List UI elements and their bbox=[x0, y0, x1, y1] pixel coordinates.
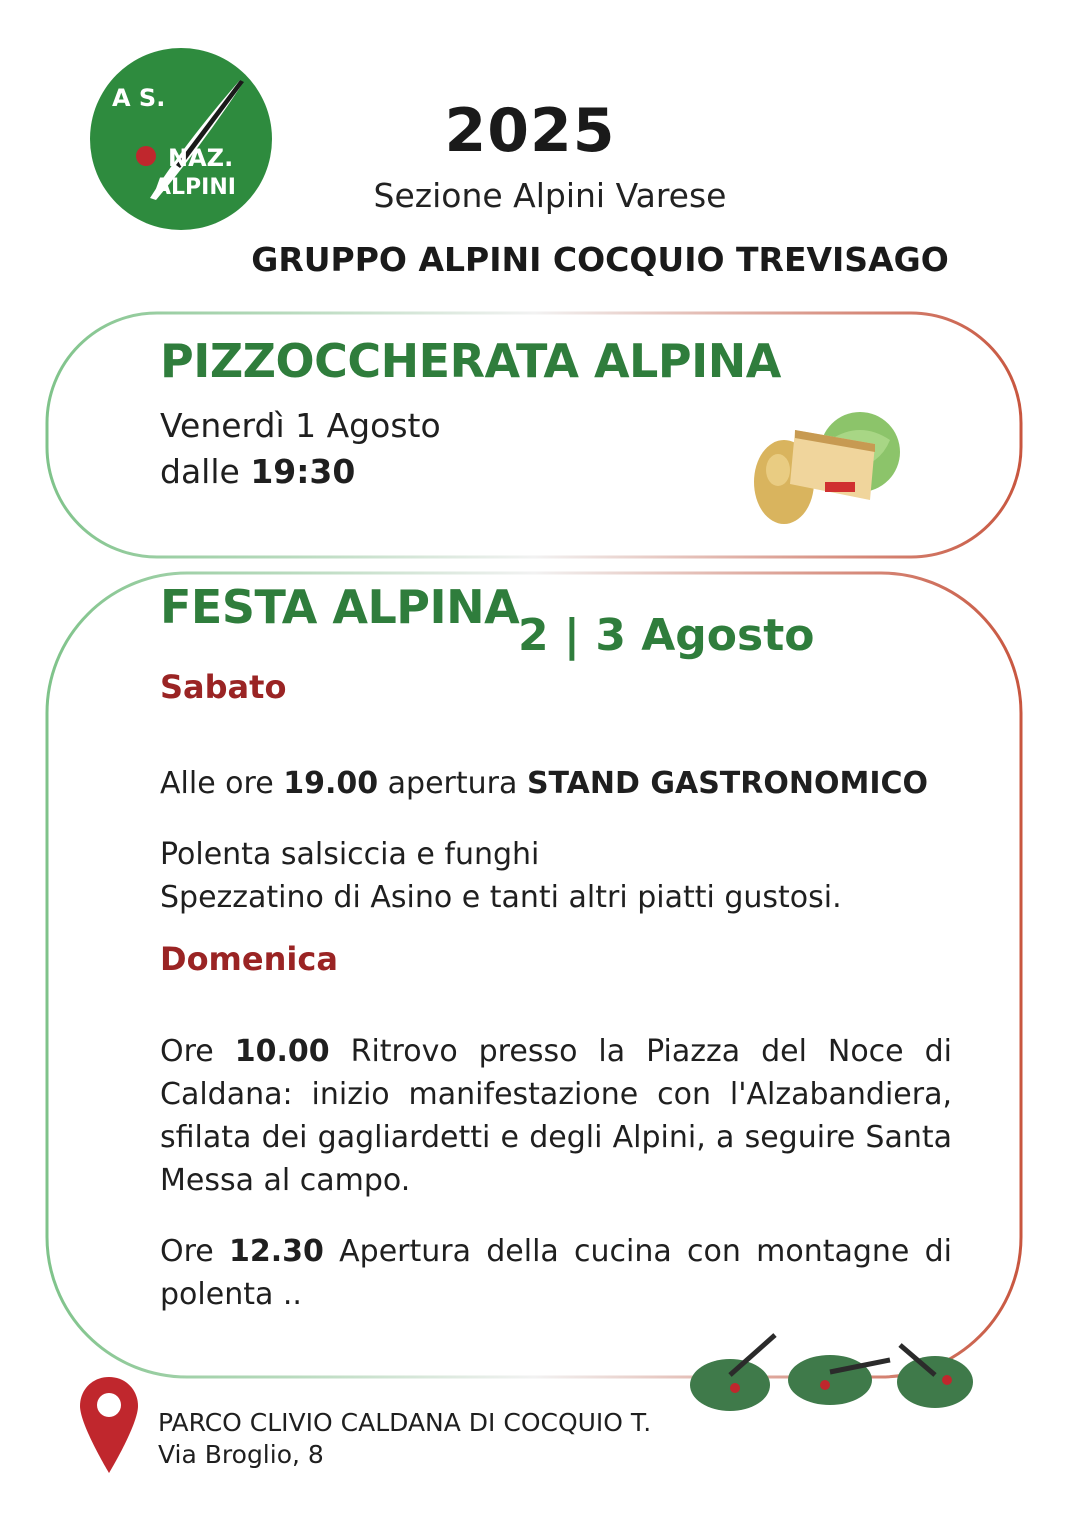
sunday-heading: Domenica bbox=[160, 940, 338, 978]
logo-line3: ALPINI bbox=[154, 175, 236, 200]
saturday-stand-line bbox=[160, 762, 928, 805]
logo-line1: A S. bbox=[112, 84, 166, 112]
location-name: PARCO CLIVIO CALDANA DI COCQUIO T. bbox=[158, 1408, 652, 1437]
saturday-line1-b: apertura bbox=[387, 766, 518, 801]
saturday-line1-a: Alle ore bbox=[160, 766, 274, 801]
event1-time-line bbox=[160, 452, 355, 491]
location-address: Via Broglio, 8 bbox=[158, 1440, 324, 1469]
event1-time: 19:30 bbox=[250, 452, 356, 491]
event2-title: FESTA ALPINA bbox=[160, 580, 520, 634]
event2-dates: 2 | 3 Agosto bbox=[518, 610, 815, 661]
saturday-time: 19.00 bbox=[283, 766, 379, 801]
alpine-hats-decoration bbox=[685, 1330, 985, 1430]
sunday-p1-prefix: Ore bbox=[160, 1034, 214, 1069]
sunday-paragraph-1 bbox=[160, 1030, 952, 1202]
event1-date: Venerdì 1 Agosto bbox=[160, 406, 441, 445]
sunday-p2-time: 12.30 bbox=[229, 1234, 324, 1269]
saturday-menu bbox=[160, 833, 842, 919]
sunday-paragraph-2 bbox=[160, 1230, 952, 1316]
map-pin-icon bbox=[78, 1375, 140, 1475]
menu-item: Polenta salsiccia e funghi bbox=[160, 837, 540, 872]
logo-line2: NAZ. bbox=[168, 144, 234, 172]
sunday-p1-text: Ritrovo presso la Piazza del Noce di Caldana: inizio manifestazione con l'Alzabandiera, sfilata dei gagliardetti e degli Alpini, a seguire Santa Messa al campo. bbox=[160, 1034, 952, 1198]
sunday-p2-text: Apertura della cucina con montagne di polenta .. bbox=[160, 1234, 952, 1312]
group-name: GRUPPO ALPINI COCQUIO TREVISAGO bbox=[251, 240, 949, 279]
sunday-p1-time: 10.00 bbox=[234, 1034, 330, 1069]
food-illustration bbox=[750, 410, 910, 530]
event1-title: PIZZOCCHERATA ALPINA bbox=[160, 334, 781, 388]
sunday-p2-prefix: Ore bbox=[160, 1234, 214, 1269]
saturday-stand: STAND GASTRONOMICO bbox=[526, 766, 929, 801]
saturday-heading: Sabato bbox=[160, 668, 287, 706]
event1-time-prefix: dalle bbox=[160, 452, 240, 491]
ana-logo bbox=[90, 48, 272, 230]
menu-item: Spezzatino di Asino e tanti altri piatti gustosi. bbox=[160, 880, 842, 915]
section-name: Sezione Alpini Varese bbox=[373, 176, 727, 215]
year: 2025 bbox=[444, 96, 616, 166]
